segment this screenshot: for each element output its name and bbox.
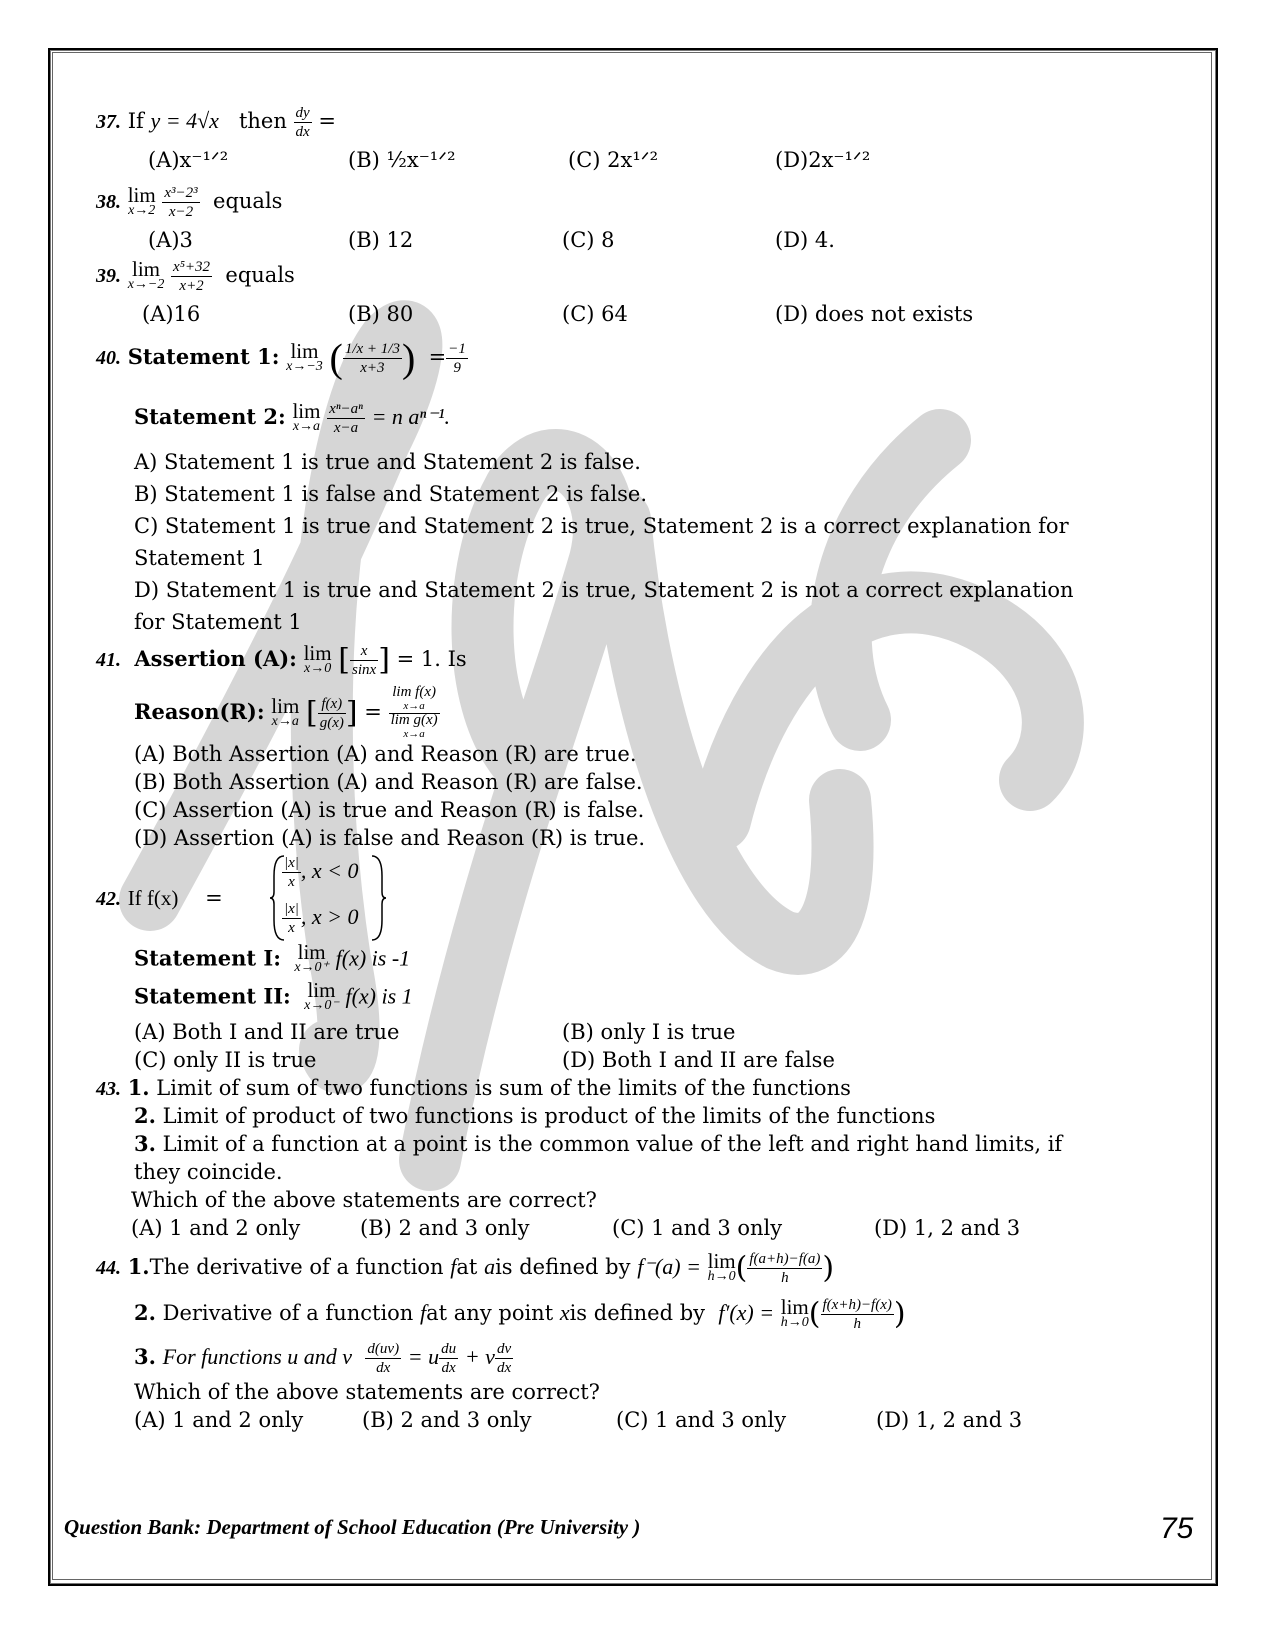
q40-s2-lim: lim <box>292 398 321 423</box>
q44-i2-den: h <box>853 1316 861 1332</box>
q44-i2-num: f(x+h)−f(x) <box>822 1297 892 1313</box>
q42-option-a: (A) Both I and II are true <box>134 1020 400 1044</box>
q42-case1-frac <box>282 854 301 891</box>
q41-r-num: f(x) <box>318 695 346 714</box>
q42-number: 42. <box>96 888 121 910</box>
q39-limit <box>127 256 165 293</box>
q39-lim: lim <box>132 256 161 281</box>
q44-item-1-def: is defined by <box>495 1255 631 1279</box>
q44-i2-lim-sub: h→0 <box>780 1314 809 1330</box>
q41-a-lim-sub: x→0 <box>303 660 332 676</box>
q38-equals: equals <box>213 189 283 213</box>
q40-s2-lim-sub: x→a <box>292 418 321 434</box>
q40-number: 40. <box>96 347 121 369</box>
q43-item-1-text: Limit of sum of two functions is sum of the limits of the functions <box>149 1076 851 1100</box>
q43-question: Which of the above statements are correct? <box>131 1188 597 1212</box>
q37-equals: = <box>318 109 337 133</box>
q41-a-den: sinx <box>352 662 377 678</box>
q38-option-d: (D) 4. <box>775 228 835 252</box>
q40-s1-rhs <box>446 340 468 377</box>
q41-a-fraction <box>350 642 378 679</box>
q44-i3-du-num: du <box>441 1341 457 1357</box>
q39-number: 39. <box>96 265 121 287</box>
q44-i2-lim: lim <box>780 1294 809 1319</box>
q43-option-d: (D) 1, 2 and 3 <box>874 1216 1021 1240</box>
q40-s2-num: xⁿ−aⁿ <box>329 401 363 417</box>
q42-case-1 <box>282 854 359 891</box>
q41-assertion-label: Assertion (A): <box>134 646 297 671</box>
q41-a-tail: = 1. Is <box>396 647 467 671</box>
q42-case2-frac <box>282 900 301 937</box>
q44-item-2-def: is defined by <box>569 1301 706 1325</box>
q44-i3-frac-uv <box>365 1340 401 1377</box>
q40-s2-den: x−a <box>333 420 359 436</box>
q38-numerator: x³−2³ <box>164 185 198 201</box>
q37-if: If <box>127 109 144 133</box>
q39-option-a: (A)16 <box>142 302 201 326</box>
q44-option-d: (D) 1, 2 and 3 <box>876 1408 1023 1432</box>
q40-s1-fraction <box>343 340 402 377</box>
q41-r-rhs <box>389 686 440 741</box>
q37-dy: dy <box>295 105 310 121</box>
q41-r-lim-sub: x→a <box>271 713 299 729</box>
q42-case1-cond: , x < 0 <box>300 858 359 883</box>
q38-denominator: x−2 <box>168 204 194 220</box>
q39-equals: equals <box>225 263 295 287</box>
q40-s1-lim: lim <box>290 338 319 363</box>
q41-a-num: x <box>350 642 378 661</box>
q41-r-limit <box>271 693 300 730</box>
q42-s2-limit <box>304 978 339 1014</box>
q42-case-2 <box>282 900 359 937</box>
q44-i3-dv-den: dx <box>496 1360 512 1376</box>
q44-i1-lim: lim <box>707 1248 736 1273</box>
q40-s2-limit <box>292 398 321 435</box>
q41-option-a: (A) Both Assertion (A) and Reason (R) are true. <box>134 742 637 766</box>
q41-a-lim: lim <box>303 640 332 665</box>
q40-option-c: C) Statement 1 is true and Statement 2 is true, Statement 2 is a correct explanation for <box>134 514 1069 538</box>
q41-r-rhs-num-sub: x→a <box>403 700 425 712</box>
q43-item-3-text: Limit of a function at a point is the common value of the left and right hand limits, if <box>155 1132 1063 1156</box>
q42-s1-limit <box>294 940 329 976</box>
q37-stem <box>96 104 336 141</box>
q39-numerator: x⁵+32 <box>173 259 211 275</box>
q40-s1-rhs-num: −1 <box>448 341 466 357</box>
q42-piecewise <box>268 852 388 944</box>
q42-case2-den: x <box>288 920 295 936</box>
q41-a-limit <box>303 640 332 677</box>
q42-statement-1 <box>134 940 411 976</box>
q44-i3-frac-dv <box>495 1340 513 1377</box>
q44-i3-frac-du <box>439 1340 458 1377</box>
q40-option-d-cont: for Statement 1 <box>134 610 302 634</box>
q42-option-d: (D) Both I and II are false <box>562 1048 835 1072</box>
q44-item-1-num: 1. <box>127 1254 150 1279</box>
q44-i1-num: f(a+h)−f(a) <box>749 1251 821 1267</box>
q40-s2-label: Statement 2: <box>134 404 286 429</box>
q42-stem <box>96 884 223 913</box>
q41-assertion: 41. Assertion (A): lim x→0 [ $\frac{x}{\sin x}$ ] = 1. Is <box>96 640 467 678</box>
q43-item-3-cont: they coincide. <box>134 1160 283 1184</box>
q40-s1-inner-num: 1/x + 1/3 <box>344 341 400 357</box>
q44-option-a: (A) 1 and 2 only <box>134 1408 304 1432</box>
q44-i3-plus: + v <box>464 1344 495 1369</box>
q41-option-c: (C) Assertion (A) is true and Reason (R) is false. <box>134 798 645 822</box>
q41-r-rhs-num-text: lim f(x) <box>392 684 436 700</box>
q37-then: then <box>238 109 287 133</box>
q37-dx: dx <box>295 124 310 140</box>
q43-number: 43. <box>96 1078 121 1100</box>
q43-item-2 <box>134 1102 935 1130</box>
q44-item-2-limit <box>780 1294 809 1331</box>
q38-option-b: (B) 12 <box>348 228 414 252</box>
q40-statement-2 <box>134 400 450 437</box>
q44-item-1-text: The derivative of a function <box>149 1255 444 1279</box>
q37-option-b: (B) ½x⁻¹ᐟ² <box>348 148 456 172</box>
q44-item-3-num: 3. <box>134 1344 156 1369</box>
q38-limit <box>127 182 156 219</box>
q42-statement-2 <box>134 978 413 1014</box>
q41-r-rhs-num <box>389 686 440 714</box>
q44-i3-uv-den: dx <box>376 1360 391 1376</box>
q44-i3-dv-num: dv <box>496 1341 512 1357</box>
q41-reason: Reason(R): lim x→a [ $\frac{f(x)}{g(x)}$ ] = lim f(x) x→a lim g(x) x→a <box>134 684 438 740</box>
q44-item-3 <box>134 1340 513 1377</box>
q38-lim: lim <box>127 182 156 207</box>
q42-eq: = <box>205 886 223 910</box>
q42-s2-label: Statement II: <box>134 983 291 1009</box>
q43-item-3 <box>134 1130 1062 1158</box>
q42-case2-cond: , x > 0 <box>300 904 359 929</box>
q39-option-d: (D) does not exists <box>775 302 974 326</box>
q42-case1-den: x <box>288 874 295 890</box>
q40-s1-limit <box>286 338 323 375</box>
q39-stem <box>96 258 295 295</box>
q44-item-2-fraction <box>821 1296 894 1333</box>
q41-r-rhs-den-text: lim g(x) <box>390 712 438 728</box>
footer-title: Question Bank: Department of School Education (Pre University ) <box>64 1515 641 1539</box>
q39-option-c: (C) 64 <box>562 302 628 326</box>
q43-item-3-num: 3. <box>134 1131 156 1156</box>
q40-s1-lim-sub: x→−3 <box>286 358 323 374</box>
q41-r-rhs-den <box>389 714 440 741</box>
q44-i1-lim-sub: h→0 <box>707 1268 736 1284</box>
q44-i3-du-den: dx <box>441 1360 456 1376</box>
q40-option-b: B) Statement 1 is false and Statement 2 is false. <box>134 482 648 506</box>
q42-s1-lim: lim <box>297 940 326 964</box>
q40-s2-rhs: = n aⁿ⁻¹. <box>371 404 451 429</box>
q42-s2-lim: lim <box>307 978 336 1002</box>
q40-s1-label: Statement 1: <box>127 344 280 369</box>
q44-i1-den: h <box>781 1270 789 1286</box>
q40-s1-rhs-den: 9 <box>453 360 461 376</box>
q42-s2-lim-sub: x→0⁻ <box>304 998 339 1013</box>
q44-item-2: 2. Derivative of a function fat any point xis defined by f′(x) = lim h→0 ( $\frac{f(x+h)-f(x)}{h}$ ) <box>134 1294 906 1332</box>
q40-s1-eq: = <box>428 345 447 369</box>
q40-s1-inner-den: x+3 <box>360 360 385 376</box>
q39-lim-sub: x→−2 <box>127 276 165 292</box>
q41-option-d: (D) Assertion (A) is false and Reason (R) is true. <box>134 826 646 850</box>
q40-statement-1: 40. Statement 1: lim x→−3 ( $\frac{1/x + 1/3}{x+3}$ ) = $\frac{-1}{9}$ <box>96 335 466 381</box>
q37-option-d: (D)2x⁻¹ᐟ² <box>775 148 871 172</box>
q41-r-rhs-den-sub: x→a <box>403 728 425 740</box>
q42-case2-num: |x| <box>284 901 299 917</box>
q43-option-c: (C) 1 and 3 only <box>612 1216 783 1240</box>
q42-s1-tail: f(x) is -1 <box>335 945 411 971</box>
q41-r-lim: lim <box>271 693 300 718</box>
q37-option-c: (C) 2x¹ᐟ² <box>568 148 659 172</box>
q43-item-2-num: 2. <box>134 1103 156 1128</box>
q44-option-b: (B) 2 and 3 only <box>362 1408 532 1432</box>
q37-equation: y = 4√x <box>150 108 219 133</box>
q40-option-d: D) Statement 1 is true and Statement 2 is true, Statement 2 is not a correct explanation <box>134 578 1074 602</box>
q44-item-1: 44. 1.The derivative of a function fat ais defined by f⁻(a) = lim h→0 ( $\frac{f(a+h)-f(a)}{h}$ ) <box>96 1248 835 1286</box>
q43-option-b: (B) 2 and 3 only <box>360 1216 530 1240</box>
q39-denominator: x+2 <box>179 278 204 294</box>
q37-derivative <box>294 104 312 141</box>
q44-item-1-limit <box>707 1248 736 1285</box>
q44-item-1-at: at <box>456 1255 478 1279</box>
q44-item-1-a: a <box>484 1254 496 1279</box>
q44-option-c: (C) 1 and 3 only <box>616 1408 787 1432</box>
q41-r-eq: = <box>364 700 382 724</box>
q38-number: 38. <box>96 191 121 213</box>
q44-item-2-at: at any point <box>426 1301 554 1325</box>
q44-item-2-num: 2. <box>134 1300 156 1325</box>
q42-s1-lim-sub: x→0⁺ <box>294 960 329 975</box>
q38-fraction <box>162 184 199 221</box>
q40-option-c-cont: Statement 1 <box>134 546 265 570</box>
q44-item-1-fraction <box>747 1250 822 1287</box>
q38-option-c: (C) 8 <box>562 228 615 252</box>
q38-stem <box>96 184 282 221</box>
q37-number: 37. <box>96 111 121 133</box>
q42-if: If f(x) <box>127 886 179 910</box>
q44-item-2-lhs: f′(x) = <box>718 1300 775 1325</box>
q43-item-1 <box>96 1074 851 1103</box>
page-number: 75 <box>1160 1512 1194 1545</box>
q44-i3-mid: = u <box>407 1344 440 1369</box>
q38-lim-sub: x→2 <box>128 202 156 218</box>
q44-item-1-f: f <box>450 1254 457 1279</box>
q44-item-2-x: x <box>559 1300 570 1325</box>
q39-fraction <box>171 258 212 295</box>
q44-i3-uv-num: d(uv) <box>367 1341 400 1357</box>
q43-option-a: (A) 1 and 2 only <box>131 1216 301 1240</box>
q43-item-2-text: Limit of product of two functions is product of the limits of the functions <box>155 1104 936 1128</box>
q42-option-b: (B) only I is true <box>562 1020 736 1044</box>
q44-item-1-lhs: f⁻(a) = <box>637 1254 701 1279</box>
q42-s2-tail: f(x) is 1 <box>345 983 413 1009</box>
q40-option-a: A) Statement 1 is true and Statement 2 is false. <box>134 450 641 474</box>
q44-item-3-text: For functions u and v <box>162 1344 353 1369</box>
q39-option-b: (B) 80 <box>348 302 414 326</box>
q42-case1-num: |x| <box>284 855 299 871</box>
q41-number: 41. <box>96 649 121 671</box>
q42-option-c: (C) only II is true <box>134 1048 317 1072</box>
q44-number: 44. <box>96 1257 121 1279</box>
q41-r-fraction <box>318 695 346 732</box>
q44-item-2-f: f <box>420 1300 427 1325</box>
q37-option-a: (A)x⁻¹ᐟ² <box>148 148 229 172</box>
q44-item-2-text: Derivative of a function <box>155 1301 414 1325</box>
q41-r-den: g(x) <box>319 715 344 731</box>
q40-s2-fraction <box>327 400 365 437</box>
q41-option-b: (B) Both Assertion (A) and Reason (R) are false. <box>134 770 643 794</box>
q43-item-1-num: 1. <box>127 1075 150 1100</box>
q41-reason-label: Reason(R): <box>134 699 265 724</box>
q44-question: Which of the above statements are correct? <box>134 1380 600 1404</box>
q42-s1-label: Statement I: <box>134 945 281 971</box>
q38-option-a: (A)3 <box>148 228 193 252</box>
